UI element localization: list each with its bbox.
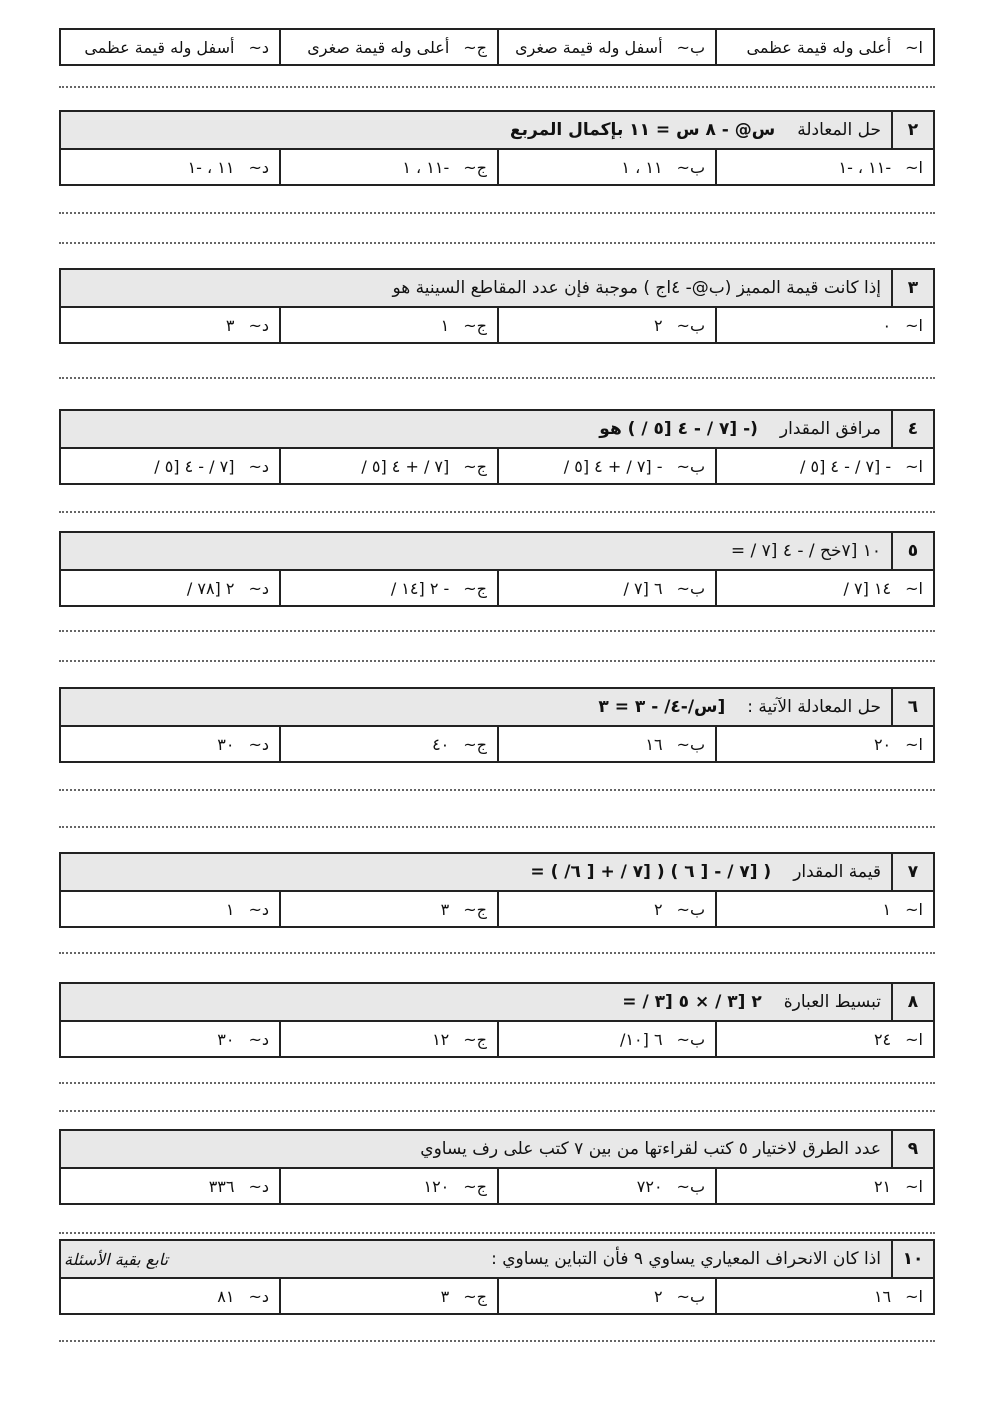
option-c[interactable] bbox=[279, 1279, 497, 1313]
option-c[interactable] bbox=[279, 1169, 497, 1203]
question-stem: عدد الطرق لاختيار ٥ كتب لقراءتها من بين ٧ كتب على رف يساوي bbox=[420, 1139, 881, 1159]
option-b[interactable] bbox=[497, 1022, 715, 1056]
options-row bbox=[61, 150, 933, 184]
option-text: ٦ [٧ / bbox=[623, 578, 663, 598]
option-letter: د~ bbox=[248, 1176, 269, 1196]
option-letter: ج~ bbox=[463, 157, 487, 177]
option-d[interactable]: د~ أسفل وله قيمة عظمى bbox=[84, 37, 269, 57]
options-row bbox=[61, 571, 933, 605]
question-number: ٦ bbox=[891, 689, 933, 725]
option-text: ٧٢٠ bbox=[636, 1176, 663, 1196]
option-letter: ا~ bbox=[905, 899, 923, 919]
answer-line bbox=[59, 952, 935, 954]
option-letter: ا~ bbox=[905, 1176, 923, 1196]
option-text: ٣ bbox=[440, 899, 450, 919]
option-letter: ب~ bbox=[676, 1029, 705, 1049]
option-text: ١ bbox=[225, 899, 235, 919]
option-text: ٣ bbox=[440, 1286, 450, 1306]
question-5 bbox=[59, 531, 935, 607]
option-letter: ج~ bbox=[463, 899, 487, 919]
option-d[interactable] bbox=[61, 571, 279, 605]
option-text: ١ bbox=[882, 899, 892, 919]
option-letter: ب~ bbox=[676, 578, 705, 598]
option-letter: ا~ bbox=[905, 456, 923, 476]
question-text bbox=[61, 984, 891, 1020]
question-stem: حل المعادلة الآتية : bbox=[747, 697, 881, 717]
question-number: ١٠ bbox=[891, 1241, 933, 1277]
answer-line bbox=[59, 377, 935, 379]
option-letter: د~ bbox=[248, 456, 269, 476]
answer-line bbox=[59, 1082, 935, 1084]
footer-note: تابع بقية الأسئلة bbox=[64, 1250, 169, 1269]
option-text: ٣٠ bbox=[217, 734, 235, 754]
question-header bbox=[61, 270, 933, 308]
question-text bbox=[61, 1131, 891, 1167]
question-1-options bbox=[59, 28, 935, 66]
answer-line bbox=[59, 1232, 935, 1234]
option-letter: ب~ bbox=[676, 899, 705, 919]
option-b[interactable]: ب~ أسفل وله قيمة صغرى bbox=[497, 30, 715, 64]
question-number: ٥ bbox=[891, 533, 933, 569]
question-equation: [س/-٤/ - ٣ = ٣ bbox=[598, 697, 726, 717]
option-letter: ب~ bbox=[676, 1286, 705, 1306]
option-letter: ا~ bbox=[905, 157, 923, 177]
question-number: ٣ bbox=[891, 270, 933, 306]
question-stem: مرافق المقدار bbox=[779, 419, 881, 439]
answer-line bbox=[59, 212, 935, 214]
options-row bbox=[61, 1169, 933, 1203]
question-number: ٧ bbox=[891, 854, 933, 890]
option-text: ٨١ bbox=[217, 1286, 235, 1306]
question-stem: اذا كان الانحراف المعياري يساوي ٩ فأن التباين يساوي : bbox=[491, 1249, 881, 1269]
option-text: ٣٣٦ bbox=[208, 1176, 235, 1196]
question-text bbox=[61, 854, 891, 890]
question-header bbox=[61, 112, 933, 150]
option-a[interactable] bbox=[715, 1279, 933, 1313]
question-equation: ( [٧ / - [ ٦ ) ( [٧ / + [ ٦/ ) = bbox=[530, 862, 772, 882]
option-c[interactable] bbox=[279, 308, 497, 342]
option-letter: ا~ bbox=[905, 578, 923, 598]
question-number: ٤ bbox=[891, 411, 933, 447]
option-d[interactable] bbox=[61, 1022, 279, 1056]
option-text: ٢٤ bbox=[873, 1029, 892, 1049]
question-text bbox=[61, 112, 891, 148]
option-letter: ب~ bbox=[676, 315, 705, 335]
option-a[interactable] bbox=[715, 1022, 933, 1056]
option-c[interactable] bbox=[279, 1022, 497, 1056]
option-letter: ج~ bbox=[463, 1286, 487, 1306]
question-stem: إذا كانت قيمة المميز (ب@- ٤اج ) موجبة فإن عدد المقاطع السينية هو bbox=[392, 278, 881, 298]
option-text: ٢ bbox=[653, 315, 663, 335]
option-a[interactable] bbox=[715, 1169, 933, 1203]
option-b[interactable] bbox=[497, 571, 715, 605]
question-header bbox=[61, 1131, 933, 1169]
options-row bbox=[61, 308, 933, 342]
option-letter: د~ bbox=[248, 315, 269, 335]
question-stem: تبسيط العبارة bbox=[783, 992, 881, 1012]
option-text: ١٢ bbox=[432, 1029, 450, 1049]
option-letter: ج~ bbox=[463, 578, 487, 598]
question-header bbox=[61, 533, 933, 571]
option-text: - ٢ [١٤ / bbox=[390, 578, 450, 598]
question-4 bbox=[59, 409, 935, 485]
answer-line bbox=[59, 511, 935, 513]
option-d[interactable] bbox=[61, 150, 279, 184]
question-8 bbox=[59, 982, 935, 1058]
option-b[interactable] bbox=[497, 1169, 715, 1203]
option-letter: د~ bbox=[248, 157, 269, 177]
option-text: ٢ bbox=[653, 899, 663, 919]
question-stem: قيمة المقدار bbox=[793, 862, 881, 882]
question-2 bbox=[59, 110, 935, 186]
option-text: ٢ [٧٨ / bbox=[186, 578, 235, 598]
option-b[interactable] bbox=[497, 1279, 715, 1313]
option-b[interactable] bbox=[497, 308, 715, 342]
question-text bbox=[61, 270, 891, 306]
option-text: ٢١ bbox=[873, 1176, 892, 1196]
option-d[interactable] bbox=[61, 449, 279, 483]
option-text: ٢ bbox=[653, 1286, 663, 1306]
option-d[interactable] bbox=[61, 892, 279, 926]
answer-line bbox=[59, 826, 935, 828]
option-a[interactable] bbox=[715, 571, 933, 605]
option-text: -١١ ، -١ bbox=[838, 157, 892, 177]
option-d[interactable] bbox=[61, 308, 279, 342]
answer-line bbox=[59, 86, 935, 88]
option-letter: ج~ bbox=[463, 315, 487, 335]
option-c[interactable] bbox=[279, 449, 497, 483]
option-letter: د~ bbox=[248, 734, 269, 754]
option-text: ١١ ، -١ bbox=[187, 157, 235, 177]
option-letter: ا~ bbox=[905, 1029, 923, 1049]
option-text: [٧ / - ٤ [٥ / bbox=[154, 456, 235, 476]
option-letter: ا~ bbox=[905, 315, 923, 335]
option-b[interactable] bbox=[497, 892, 715, 926]
option-text: ١٦ bbox=[873, 1286, 892, 1306]
question-text bbox=[61, 533, 891, 569]
option-text: ١١ ، ١ bbox=[621, 157, 663, 177]
question-10 bbox=[59, 1239, 935, 1315]
option-a[interactable] bbox=[715, 892, 933, 926]
option-a[interactable] bbox=[715, 449, 933, 483]
option-a[interactable] bbox=[715, 150, 933, 184]
option-letter: د~ bbox=[248, 578, 269, 598]
question-equation: س@ - ٨ س = ١١ بإكمال المربع bbox=[510, 120, 776, 140]
options-row bbox=[61, 1022, 933, 1056]
option-letter: ج~ bbox=[463, 1029, 487, 1049]
question-text bbox=[61, 411, 891, 447]
option-letter: ج~ bbox=[463, 734, 487, 754]
option-c[interactable] bbox=[279, 892, 497, 926]
option-text: ٣٠ bbox=[217, 1029, 235, 1049]
option-text: ١٤ [٧ / bbox=[843, 578, 892, 598]
option-text: ٢٠ bbox=[873, 734, 892, 754]
option-text: [٧ / + ٤ [٥ / bbox=[361, 456, 450, 476]
option-letter: ب~ bbox=[676, 456, 705, 476]
question-9 bbox=[59, 1129, 935, 1205]
option-text: - [٧ / - ٤ [٥ / bbox=[800, 456, 892, 476]
option-letter: ج~ bbox=[463, 456, 487, 476]
option-c[interactable]: ج~ أعلى وله قيمة صغرى bbox=[279, 30, 497, 64]
option-d[interactable] bbox=[61, 727, 279, 761]
option-letter: د~ bbox=[248, 1286, 269, 1306]
option-letter: ب~ bbox=[676, 1176, 705, 1196]
option-text: - [٧ / + ٤ [٥ / bbox=[563, 456, 663, 476]
answer-line bbox=[59, 1340, 935, 1342]
option-c[interactable] bbox=[279, 727, 497, 761]
question-equation: ٢ [٣ / × ٥ [٣ / = bbox=[622, 992, 762, 1012]
options-row bbox=[61, 1279, 933, 1313]
options-row bbox=[61, 449, 933, 483]
answer-line bbox=[59, 242, 935, 244]
option-text: ٠ bbox=[882, 315, 892, 335]
option-text: ٦ [١٠/ bbox=[620, 1029, 663, 1049]
options-row bbox=[61, 892, 933, 926]
options-row bbox=[61, 727, 933, 761]
question-7 bbox=[59, 852, 935, 928]
options-row bbox=[61, 30, 933, 64]
option-text: ١٦ bbox=[645, 734, 663, 754]
option-text: ١٢٠ bbox=[423, 1176, 450, 1196]
question-6 bbox=[59, 687, 935, 763]
question-equation: (- [٧ / - ٤ [٥ / ) هو bbox=[599, 419, 758, 439]
question-number: ٨ bbox=[891, 984, 933, 1020]
question-text bbox=[61, 1241, 891, 1277]
question-header bbox=[61, 689, 933, 727]
answer-line bbox=[59, 630, 935, 632]
question-number: ٩ bbox=[891, 1131, 933, 1167]
option-b[interactable] bbox=[497, 150, 715, 184]
option-c[interactable] bbox=[279, 150, 497, 184]
answer-line bbox=[59, 789, 935, 791]
question-header bbox=[61, 984, 933, 1022]
option-text: -١١ ، ١ bbox=[402, 157, 450, 177]
option-letter: ا~ bbox=[905, 734, 923, 754]
option-d[interactable] bbox=[61, 1169, 279, 1203]
option-a[interactable] bbox=[715, 727, 933, 761]
option-letter: ب~ bbox=[676, 734, 705, 754]
option-letter: ب~ bbox=[676, 157, 705, 177]
option-d[interactable] bbox=[61, 1279, 279, 1313]
option-b[interactable] bbox=[497, 727, 715, 761]
question-number: ٢ bbox=[891, 112, 933, 148]
option-letter: ج~ bbox=[463, 1176, 487, 1196]
question-stem: ١٠ [٧خح / - ٤ [٧ / = bbox=[730, 541, 881, 561]
answer-line bbox=[59, 660, 935, 662]
question-header bbox=[61, 411, 933, 449]
option-text: ١ bbox=[440, 315, 450, 335]
option-b[interactable] bbox=[497, 449, 715, 483]
question-3 bbox=[59, 268, 935, 344]
question-header bbox=[61, 854, 933, 892]
option-a[interactable]: ا~ أعلى وله قيمة عظمى bbox=[715, 30, 933, 64]
option-a[interactable] bbox=[715, 308, 933, 342]
option-c[interactable] bbox=[279, 571, 497, 605]
option-letter: د~ bbox=[248, 1029, 269, 1049]
answer-line bbox=[59, 1110, 935, 1112]
question-text bbox=[61, 689, 891, 725]
question-header bbox=[61, 1241, 933, 1279]
option-text: ٣ bbox=[225, 315, 235, 335]
option-text: ٤٠ bbox=[432, 734, 450, 754]
question-stem: حل المعادلة bbox=[797, 120, 881, 140]
option-letter: د~ bbox=[248, 899, 269, 919]
option-letter: ا~ bbox=[905, 1286, 923, 1306]
